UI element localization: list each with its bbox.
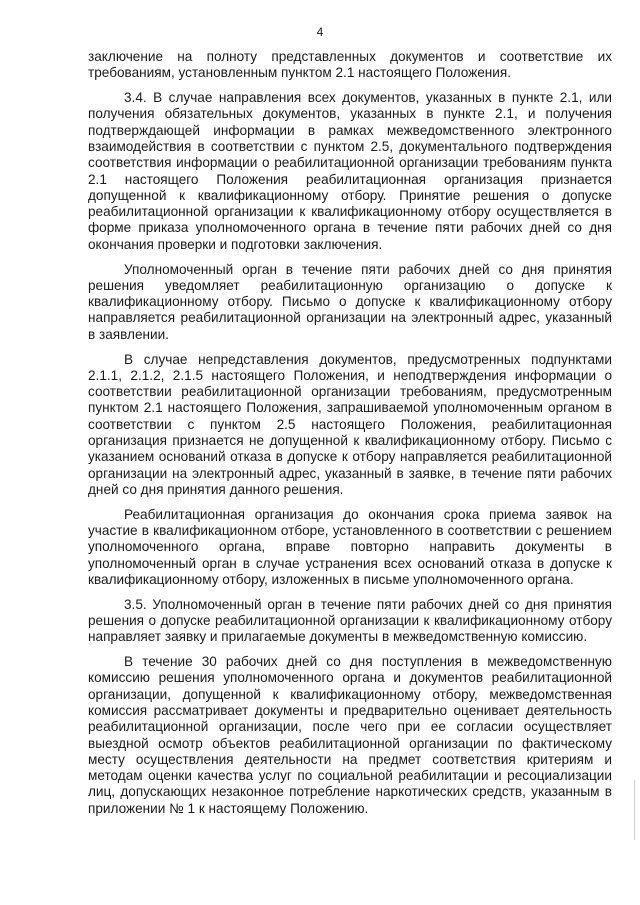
paragraph-3-5: 3.5. Уполномоченный орган в течение пяти рабочих дней со дня принятия решения о допуске реабилитационной организации к квалификационному отбору направляет заявку и прилагаемые документы в межведомственную комиссию.: [88, 596, 612, 645]
document-body: [88, 49, 612, 826]
paragraph-3-4: 3.4. В случае направления всех документов, указанных в пункте 2.1, или получения обязательных документов, указанных в пункте 2.1, и получения подтверждающей информации в рамках межведомственного электронного взаимодействия в соответствии с пунктом 2.5, документального подтверждения соответствия информации о реабилитационной организации требованиям пункта 2.1 настоящего Положения реабилитационная организация признается допущенной к квалификационному отбору. Принятие решения о допуске реабилитационной организации к квалификационному отбору осуществляется в форме приказа уполномоченного органа в течение пяти рабочих дней со дня окончания проверки и подготовки заключения.: [88, 90, 612, 252]
scan-edge-mark: [634, 780, 635, 840]
paragraph-continuation: заключение на полноту представленных документов и соответствие их требованиям, установленным пунктом 2.1 настоящего Положения.: [88, 49, 612, 81]
paragraph-resubmission: Реабилитационная организация до окончания срока приема заявок на участие в квалификационном отборе, установленного в соответствии с решением уполномоченного органа, вправе повторно направить документы в уполномоченный орган в случае устранения всех оснований отказа в допуске к квалификационному отбору, изложенных в письме уполномоченного органа.: [88, 506, 612, 587]
paragraph-commission-review: В течение 30 рабочих дней со дня поступления в межведомственную комиссию решения уполномоченного органа и документов реабилитационной организации, допущенной к квалификационному отбору, межведомственная комиссия рассматривает документы и предварительно оценивает деятельность реабилитационной организации, после чего при ее согласии осуществляет выездной осмотр объектов реабилитационной организации по фактическому месту осуществления деятельности на предмет соответствия критериям и методам оценки качества услуг по социальной реабилитации и ресоциализации лиц, допускающих незаконное потребление наркотических средств, указанным в приложении № 1 к настоящему Положению.: [88, 654, 612, 816]
paragraph-refusal: В случае непредставления документов, предусмотренных подпунктами 2.1.1, 2.1.2, 2.1.5 настоящего Положения, и неподтверждения информации о соответствии реабилитационной организации требованиям, предусмотренным пунктом 2.1 настоящего Положения, запрашиваемой уполномоченным органом в соответствии с пунктом 2.5 настоящего Положения, реабилитационная организация признается не допущенной к квалификационному отбору. Письмо с указанием оснований отказа в допуске к отбору направляется реабилитационной организации на электронный адрес, указанный в заявке, в течение пяти рабочих дней со дня принятия данного решения.: [88, 351, 612, 497]
paragraph-notification: Уполномоченный орган в течение пяти рабочих дней со дня принятия решения уведомляет реабилитационную организацию о допуске к квалификационному отбору. Письмо о допуске к квалификационному отбору направляется реабилитационной организации на электронный адрес, указанный в заявлении.: [88, 261, 612, 342]
page-number: 4: [316, 25, 324, 39]
